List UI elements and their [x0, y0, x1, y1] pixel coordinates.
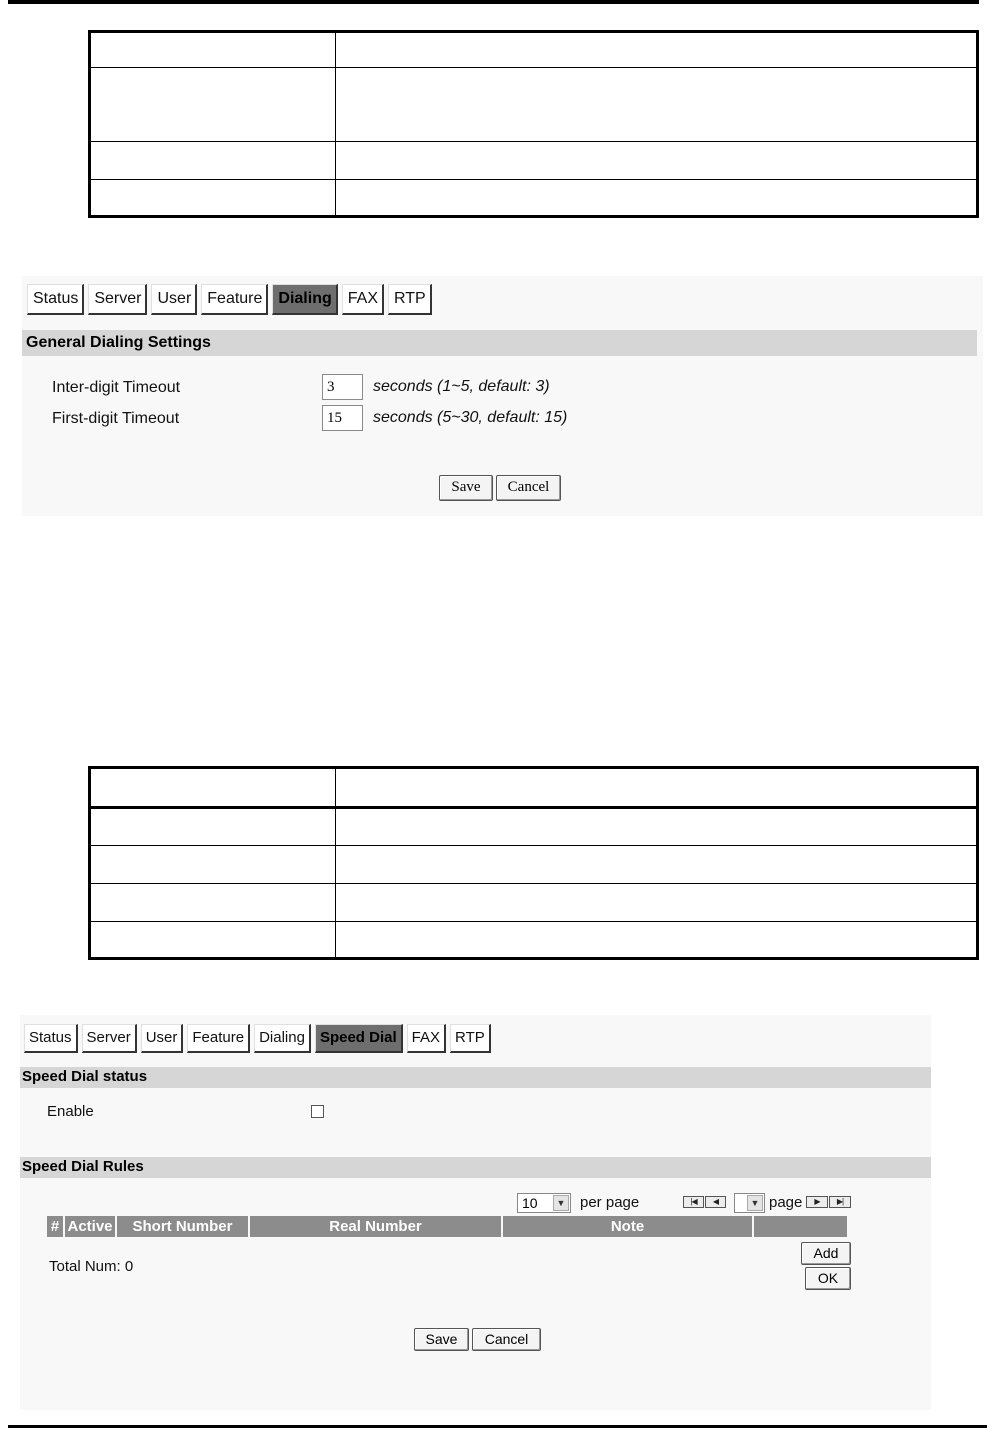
table-row — [90, 922, 978, 959]
column-header-real-number: Real Number — [250, 1216, 501, 1237]
tab-speed-dial[interactable]: Speed Dial — [315, 1024, 403, 1053]
speed-dial-tab-bar — [24, 1024, 495, 1053]
table-row — [90, 68, 978, 142]
enable-label: Enable — [47, 1103, 94, 1120]
table-row — [90, 846, 978, 884]
prev-page-icon[interactable]: ◀ — [705, 1196, 726, 1208]
inter-digit-timeout-hint: seconds (1~5, default: 3) — [373, 378, 550, 395]
ok-button[interactable]: OK — [805, 1267, 851, 1290]
tab-fax[interactable]: FAX — [407, 1024, 446, 1053]
pager-prev-buttons — [683, 1196, 726, 1208]
table-row — [90, 884, 978, 922]
page-label: page — [769, 1194, 803, 1211]
table-row — [90, 142, 978, 180]
tab-dialing[interactable]: Dialing — [254, 1024, 311, 1053]
tab-user[interactable]: User — [141, 1024, 184, 1053]
column-header-note: Note — [503, 1216, 752, 1237]
dialing-tab-bar — [27, 284, 436, 315]
table-row — [90, 32, 978, 68]
first-digit-timeout-hint: seconds (5~30, default: 15) — [373, 409, 568, 426]
per-page-select[interactable] — [517, 1193, 571, 1213]
column-header-active: Active — [65, 1216, 115, 1237]
tab-fax[interactable]: FAX — [342, 284, 384, 315]
section-header-general-dialing: General Dialing Settings — [22, 330, 977, 356]
inter-digit-timeout-input[interactable]: 3 — [322, 374, 363, 400]
tab-status[interactable]: Status — [24, 1024, 78, 1053]
section-header-speed-dial-rules: Speed Dial Rules — [20, 1157, 931, 1178]
tab-feature[interactable]: Feature — [201, 284, 268, 315]
speed-dial-table-header — [47, 1216, 847, 1237]
column-header-index: # — [47, 1216, 63, 1237]
add-button[interactable]: Add — [801, 1242, 851, 1265]
tab-server[interactable]: Server — [88, 284, 147, 315]
column-header-short-number: Short Number — [117, 1216, 248, 1237]
enable-checkbox[interactable] — [311, 1105, 324, 1118]
table-row — [90, 808, 978, 846]
parameter-table-top — [88, 30, 979, 218]
parameter-table-bottom — [88, 766, 979, 960]
column-header-actions — [754, 1216, 847, 1237]
first-digit-timeout-input[interactable]: 15 — [322, 405, 363, 431]
page-bottom-rule — [8, 1425, 987, 1428]
chevron-down-icon: ▼ — [553, 1195, 569, 1211]
inter-digit-timeout-label: Inter-digit Timeout — [52, 379, 181, 396]
tab-feature[interactable]: Feature — [187, 1024, 250, 1053]
pager-next-buttons — [806, 1196, 851, 1208]
page-top-rule — [8, 0, 979, 4]
per-page-value: 10 — [522, 1195, 538, 1211]
section-header-speed-dial-status: Speed Dial status — [20, 1067, 931, 1088]
per-page-label: per page — [580, 1194, 640, 1211]
tab-user[interactable]: User — [151, 284, 197, 315]
tab-server[interactable]: Server — [82, 1024, 137, 1053]
cancel-button[interactable]: Cancel — [496, 475, 561, 501]
chevron-down-icon: ▼ — [747, 1195, 763, 1211]
save-button[interactable]: Save — [414, 1328, 469, 1351]
next-page-icon[interactable]: ▶ — [806, 1196, 828, 1208]
tab-status[interactable]: Status — [27, 284, 84, 315]
first-page-icon[interactable]: |◀ — [683, 1196, 704, 1208]
tab-rtp[interactable]: RTP — [450, 1024, 491, 1053]
save-button[interactable]: Save — [439, 475, 493, 501]
tab-rtp[interactable]: RTP — [388, 284, 432, 315]
last-page-icon[interactable]: ▶| — [829, 1196, 851, 1208]
first-digit-timeout-label: First-digit Timeout — [52, 410, 180, 427]
total-num-label: Total Num: 0 — [49, 1258, 134, 1275]
table-row — [90, 180, 978, 217]
cancel-button[interactable]: Cancel — [472, 1328, 541, 1351]
page-select[interactable] — [734, 1193, 765, 1213]
tab-dialing[interactable]: Dialing — [272, 284, 337, 315]
table-row — [90, 768, 978, 808]
